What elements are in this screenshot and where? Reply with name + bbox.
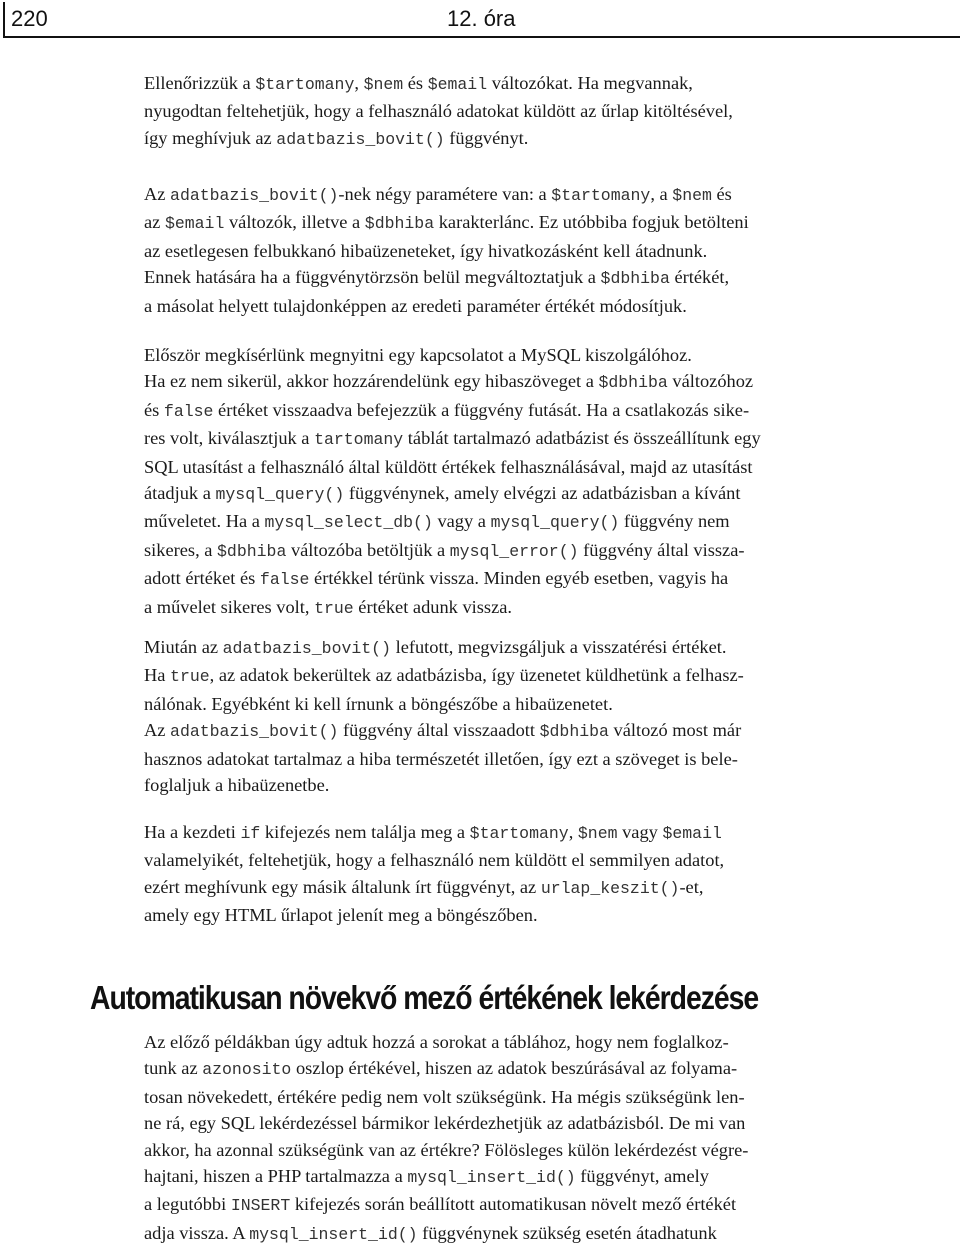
text-line: [144, 1055, 930, 1083]
text-line: [144, 1137, 930, 1163]
text-line: [144, 238, 930, 264]
page-header: [0, 0, 960, 37]
text-line: [144, 397, 930, 425]
text-line: [144, 209, 930, 237]
code-span: false: [259, 570, 310, 590]
text-span: átadjuk a: [144, 483, 216, 504]
text-line: [144, 594, 930, 622]
text-span: értéket adunk vissza.: [353, 596, 512, 617]
code-span: mysql_select_db(): [264, 513, 433, 533]
code-span: $tartomany: [551, 186, 651, 205]
text-span: akkor, ha azonnal szükségünk van az értékre? Fölösleges külön lekérdezést végre-: [144, 1139, 749, 1160]
text-line: [144, 662, 930, 690]
code-span: INSERT: [230, 1196, 291, 1216]
text-span: Az: [144, 720, 171, 741]
text-span: változókat. Ha megvannak,: [487, 73, 693, 93]
chapter-title: 12. óra: [447, 6, 516, 31]
text-line: [144, 508, 930, 536]
code-span: $dbhiba: [600, 269, 670, 289]
text-span: és: [403, 73, 428, 93]
code-span: $email: [427, 75, 488, 94]
text-span: ne rá, egy SQL lekérdezéssel bármikor lekérdezhetjük az adatbázisból. De mi van: [144, 1113, 746, 1134]
text-line: [144, 1163, 930, 1191]
text-line: [144, 847, 930, 873]
text-span: függvénynek, amely elvégzi az adatbázisban a kívánt: [344, 483, 741, 504]
text-line: [144, 342, 930, 368]
text-line: [144, 425, 930, 453]
text-span: ezért meghívunk egy másik általunk írt függvényt, az: [144, 876, 541, 897]
text-span: Ha: [144, 665, 171, 686]
code-span: mysql_insert_id(): [249, 1224, 418, 1244]
text-line: [144, 70, 930, 98]
text-span: Először megkísérlünk megnyitni egy kapcsolatot a MySQL kiszolgálóhoz.: [144, 345, 692, 365]
text-span: nálónak. Egyébként ki kell írnunk a böngészőbe a hibaüzenetet.: [144, 693, 613, 714]
code-span: $tartomany: [255, 75, 355, 94]
text-span: Az előző példákban úgy adtuk hozzá a sorokat a táblához, hogy nem foglalkoz-: [144, 1032, 729, 1052]
text-span: Ha a kezdeti: [144, 822, 241, 842]
text-line: [144, 819, 930, 847]
code-span: mysql_query(): [490, 513, 620, 533]
text-span: kifejezés során beállított automatikusan növelt mező értékét: [290, 1194, 737, 1215]
code-span: $email: [662, 824, 722, 843]
text-span: Ellenőrizzük a: [144, 73, 256, 93]
text-span: Ha ez nem sikerül, akkor hozzárendelünk egy hibaszöveget a: [144, 371, 599, 392]
text-span: res volt, kiválasztjuk a: [144, 428, 315, 449]
text-span: változóba betöltjük a: [286, 539, 450, 560]
paragraph-return-value: [144, 634, 930, 798]
code-span: urlap_keszit(): [540, 878, 680, 898]
text-line: [144, 368, 930, 396]
code-span: adatbazis_bovit(): [276, 129, 445, 149]
text-span: foglaljuk a hibaüzenetbe.: [144, 775, 330, 796]
text-span: tosan növekedett, értékére pedig nem volt szükségünk. Ha mégis szükségünk len-: [144, 1086, 745, 1107]
header-bottom-rule: [3, 36, 960, 38]
text-line: [144, 772, 930, 798]
text-line: [144, 1191, 930, 1219]
code-span: $nem: [672, 186, 712, 205]
text-line: [144, 691, 930, 717]
code-span: adatbazis_bovit(): [222, 639, 391, 658]
page-number: 220: [11, 6, 48, 31]
code-span: mysql_insert_id(): [407, 1168, 576, 1188]
code-span: azonosito: [202, 1060, 292, 1080]
code-span: mysql_error(): [449, 541, 579, 561]
code-span: $dbhiba: [539, 722, 609, 742]
paragraph-function-params: [144, 181, 930, 319]
text-span: változó most már: [608, 720, 742, 741]
text-span: és: [144, 399, 164, 420]
text-line: [144, 264, 930, 292]
text-span: hasznos adatokat tartalmaz a hiba természetét illetően, így ezt a szöveget is bele-: [144, 748, 738, 769]
text-line: [144, 1220, 930, 1248]
paragraph-connection-logic: [144, 342, 930, 622]
text-span: valamelyikét, feltehetjük, hogy a felhasználó nem küldött el semmilyen adatot,: [144, 850, 725, 871]
text-span: műveletet. Ha a: [144, 511, 265, 532]
header-left-rule: [3, 2, 5, 36]
text-span: függvényt, amely: [575, 1166, 709, 1187]
text-span: így meghívjuk az: [144, 127, 277, 148]
text-span: függvénynek szükség esetén átadhatunk: [417, 1222, 717, 1243]
text-span: kifejezés nem találja meg a: [260, 822, 470, 842]
text-span: függvény által visszaadott: [338, 720, 540, 741]
code-span: mysql_query(): [215, 485, 345, 505]
text-span: vagy a: [432, 511, 491, 532]
text-span: oszlop értékével, hiszen az adatok beszúrásával az folyama-: [291, 1058, 738, 1079]
code-span: $dbhiba: [364, 214, 435, 234]
text-line: [144, 874, 930, 902]
text-line: [144, 634, 930, 662]
text-span: adott értéket és: [144, 568, 260, 589]
text-span: Miután az: [144, 637, 223, 657]
text-span: értéket visszaadva befejezzük a függvény futását. Ha a csatlakozás sike-: [213, 399, 750, 420]
text-span: lefutott, megvizsgáljuk a visszatérési értéket.: [390, 637, 727, 657]
text-span: ,: [568, 822, 578, 842]
text-span: sikeres, a: [144, 539, 218, 560]
text-span: az: [144, 212, 165, 233]
text-span: tunk az: [144, 1058, 203, 1079]
text-line: [144, 1110, 930, 1136]
text-span: és: [711, 184, 732, 204]
text-span: hajtani, hiszen a PHP tartalmazza a: [144, 1166, 408, 1187]
text-span: táblát tartalmazó adatbázist és összeállítunk egy: [403, 428, 761, 449]
paragraph-form-fallback: [144, 819, 930, 929]
text-span: adja vissza. A: [144, 1222, 250, 1243]
text-line: [144, 181, 930, 209]
text-line: [144, 454, 930, 480]
code-span: false: [163, 401, 214, 421]
text-span: az esetlegesen felbukkanó hibaüzeneteket, így hivatkozásként kell átadnunk.: [144, 240, 708, 261]
code-span: if: [240, 824, 261, 843]
text-span: , az adatok bekerültek az adatbázisba, így üzenetet küldhetünk a felhasz-: [209, 665, 744, 686]
paragraph-insert-id: [144, 1029, 930, 1248]
text-span: értékkel térünk vissza. Minden egyéb esetben, vagyis ha: [309, 568, 729, 589]
text-span: változók, illetve a: [224, 212, 365, 233]
text-line: [144, 480, 930, 508]
text-span: ,: [354, 73, 364, 93]
text-span: SQL utasítást a felhasználó által küldött értékek felhasználásával, majd az utasítást: [144, 456, 753, 477]
text-line: [144, 1084, 930, 1110]
text-span: vagy: [617, 822, 663, 842]
code-span: $dbhiba: [598, 373, 668, 393]
code-span: $nem: [363, 75, 404, 94]
text-span: nyugodtan feltehetjük, hogy a felhasználó adatokat küldött az űrlap kitöltésével,: [144, 101, 733, 122]
text-span: karakterlánc. Ez utóbbiba fogjuk betölteni: [434, 212, 749, 233]
text-span: függvény nem: [619, 511, 730, 532]
text-line: [144, 746, 930, 772]
text-line: [144, 537, 930, 565]
paragraph-variable-check: [144, 70, 930, 153]
text-line: [144, 717, 930, 745]
text-span: Ennek hatására ha a függvénytörzsön belül megváltoztatjuk a: [144, 267, 601, 288]
text-span: változóhoz: [667, 371, 754, 392]
text-span: amely egy HTML űrlapot jelenít meg a böngészőben.: [144, 905, 538, 926]
text-span: , a: [650, 184, 673, 204]
text-span: -et,: [679, 876, 704, 897]
text-span: értékét,: [669, 267, 730, 288]
text-span: a másolat helyett tulajdonképpen az eredeti paraméter értékét módosítjuk.: [144, 295, 687, 316]
code-span: true: [170, 667, 210, 687]
text-line: [144, 293, 930, 319]
section-heading: Automatikusan növekvő mező értékének lekérdezése: [90, 979, 759, 1016]
text-line: [144, 565, 930, 593]
text-span: Az: [144, 184, 171, 204]
text-line: [144, 902, 930, 928]
text-span: függvényt.: [444, 127, 529, 148]
code-span: true: [314, 598, 354, 618]
code-span: tartomany: [314, 430, 404, 450]
text-span: -nek négy paramétere van: a: [338, 184, 552, 204]
code-span: $dbhiba: [217, 541, 287, 561]
text-span: függvény által vissza-: [578, 539, 745, 560]
code-span: $nem: [577, 824, 618, 843]
text-span: a legutóbbi: [144, 1194, 231, 1215]
code-span: $tartomany: [469, 824, 569, 843]
text-line: [144, 98, 930, 124]
code-span: adatbazis_bovit(): [170, 186, 339, 205]
text-line: [144, 1029, 930, 1055]
text-span: a művelet sikeres volt,: [144, 596, 315, 617]
text-line: [144, 125, 930, 153]
code-span: adatbazis_bovit(): [170, 722, 339, 742]
code-span: $email: [164, 214, 225, 234]
